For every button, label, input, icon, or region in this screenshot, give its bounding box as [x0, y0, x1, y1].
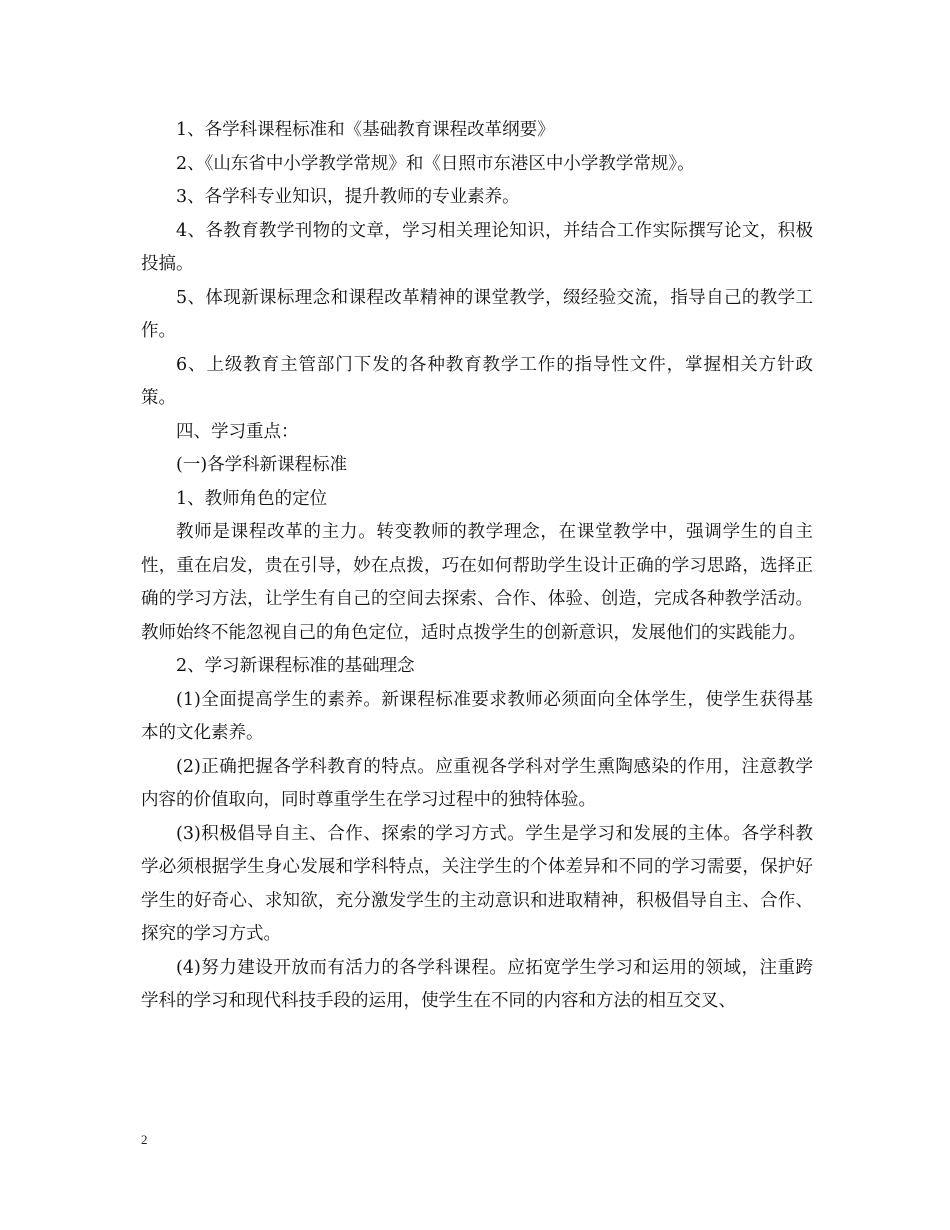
section-heading-4: 四、学习重点：: [176, 421, 299, 442]
paragraph-6: 6、上级教育主管部门下发的各种教育教学工作的指导性文件，掌握相关方针政策。: [141, 354, 813, 408]
paragraph-concept-3: (3)积极倡导自主、合作、探索的学习方式。学生是学习和发展的主体。各学科教学必须根据学生身心发展和学科特点，关注学生的个体差异和不同的学习需要，保护好学生的好奇心、求知欲，充分激发学生的主动意识和进取精神，积极倡导自主、合作、探究的学习方式。: [141, 823, 813, 944]
paragraph-5: 5、体现新课标理念和课程改革精神的课堂教学，缀经验交流，指导自己的教学工作。: [141, 287, 813, 341]
paragraph-1: 1、各学科课程标准和《基础教育课程改革纲要》: [176, 120, 555, 140]
page-number: 2: [141, 1132, 148, 1147]
paragraph-teacher-role: 教师是课程改革的主力。转变教师的教学理念，在课堂教学中，强调学生的自主性，重在启发，贵在引导，妙在点拨，巧在如何帮助学生设计正确的学习思路，选择正确的学习方法，让学生有自己的空间去探索、合作、体验、创造，完成各种教学活动。教师始终不能忽视自己的角色定位，适时点拨学生的创新意识，发展他们的实践能力。: [141, 522, 813, 643]
paragraph-concept-4: (4)努力建设开放而有活力的各学科课程。应拓宽学生学习和运用的领域，注重跨学科的学习和现代科技手段的运用，使学生在不同的内容和方法的相互交叉、: [141, 957, 813, 1011]
item-heading-teacher-role: 1、教师角色的定位: [176, 488, 328, 509]
paragraph-concept-2: (2)正确把握各学科教育的特点。应重视各学科对学生熏陶感染的作用，注意教学内容的价值取向，同时尊重学生在学习过程中的独特体验。: [141, 756, 813, 810]
subsection-heading-1: (一)各学科新课程标准: [176, 455, 348, 475]
paragraph-2: 2、《山东省中小学教学常规》和《日照市东港区中小学教学常规》。: [176, 153, 695, 174]
item-heading-basic-concepts: 2、学习新课程标准的基础理念: [176, 656, 415, 676]
paragraph-concept-1: (1)全面提高学生的素养。新课程标准要求教师必须面向全体学生，使学生获得基本的文化素养。: [141, 689, 813, 743]
paragraph-3: 3、各学科专业知识，提升教师的专业素养。: [176, 187, 520, 207]
document-body: [141, 114, 813, 1019]
paragraph-4: 4、各教育教学刊物的文章，学习相关理论知识，并结合工作实际撰写论文，积极投搞。: [141, 220, 813, 274]
